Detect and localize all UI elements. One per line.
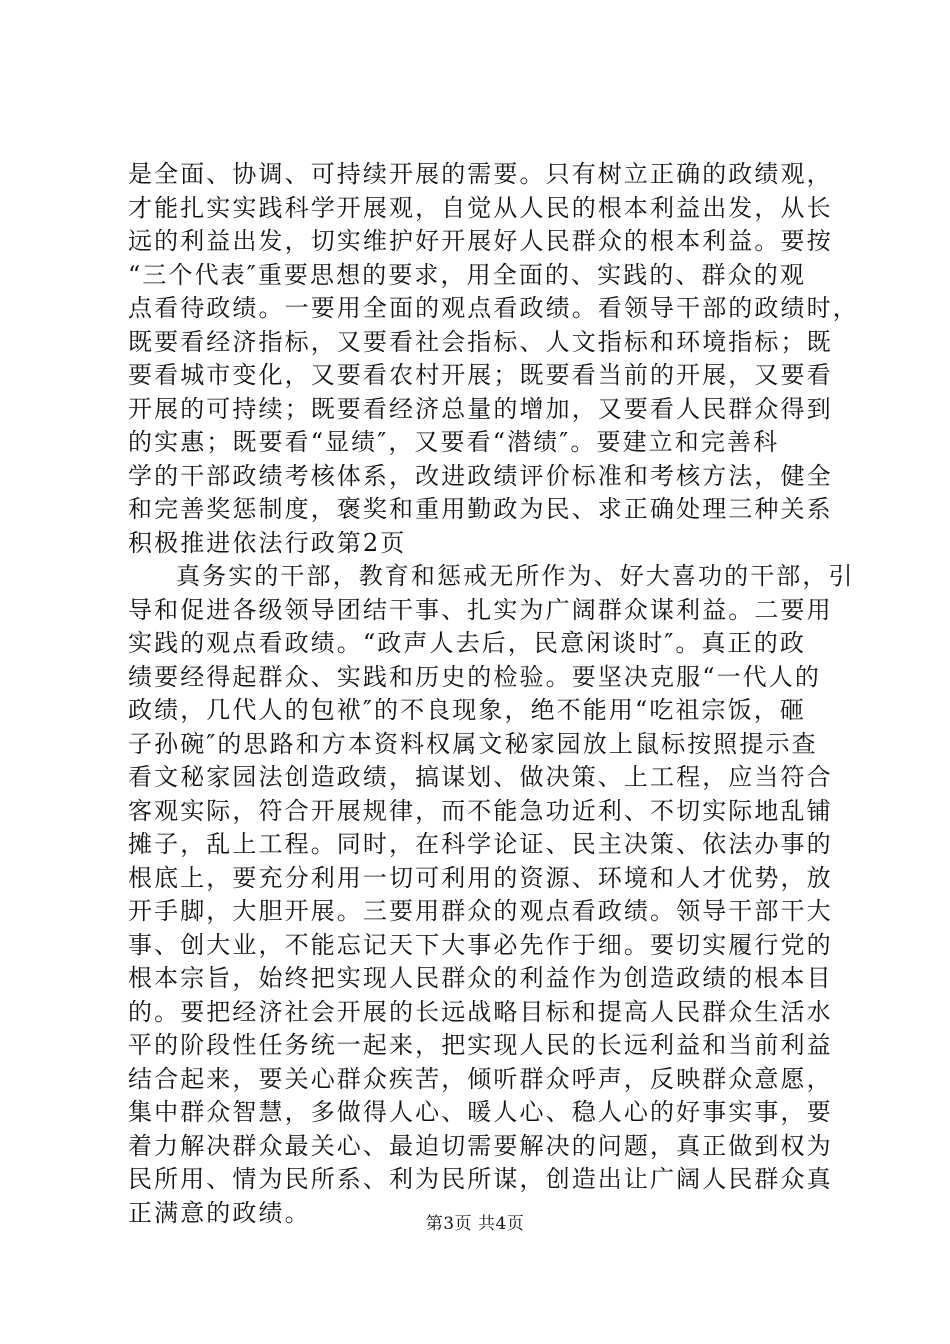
text-line: 平的阶段性任务统一起来，把实现人民的长远利益和当前利益: [128, 1031, 833, 1059]
body-text: [128, 158, 859, 1230]
text-line: 开手脚，大胆开展。三要用群众的观点看政绩。领导干部干大: [128, 897, 833, 925]
text-line: “三个代表″重要思想的要求，用全面的、实践的、群众的观: [128, 260, 806, 289]
text-line: 既要看经济指标，又要看社会指标、人文指标和环境指标；既: [128, 327, 833, 356]
text-line: 导和促进各级领导团结干事、扎实为广阔群众谋利益。二要用: [128, 595, 833, 624]
text-line: 集中群众智慧，多做得人心、暖人心、稳人心的好事实事，要: [128, 1098, 833, 1126]
text-line: 开展的可持续；既要看经济总量的增加，又要看人民群众得到: [128, 394, 833, 423]
text-line: 着力解决群众最关心、最迫切需要解决的问题，真正做到权为: [128, 1131, 833, 1160]
text-line: 才能扎实实践科学开展观，自觉从人民的根本利益出发，从长: [128, 193, 833, 222]
text-line: 民所用、情为民所系、利为民所谋，创造出让广阔人民群众真: [128, 1165, 833, 1193]
text-line: 看文秘家园法创造政绩，搞谋划、做决策、上工程，应当符合: [128, 763, 833, 791]
text-line-paragraph-start: 真务实的干部，教育和惩戒无所作为、好大喜功的干部，引: [176, 562, 855, 590]
text-line: 学的干部政绩考核体系，改进政绩评价标准和考核方法，健全: [128, 461, 833, 490]
text-line: 政绩，几代人的包袱″的不良现象，绝不能用“吃祖宗饭，砸: [128, 696, 806, 724]
text-line: 摊子，乱上工程。同时，在科学论证、民主决策、依法办事的: [128, 830, 833, 858]
text-line: 和完善奖惩制度，褒奖和重用勤政为民、求正确处理三种关系: [128, 495, 833, 523]
text-line: 实践的观点看政绩。“政声人去后，民意闲谈时″。真正的政: [128, 629, 806, 657]
text-line: 根本宗旨，始终把实现人民群众的利益作为创造政绩的根本目: [128, 964, 833, 992]
text-line: 正满意的政绩。: [128, 1198, 311, 1227]
text-line: 的。要把经济社会开展的长远战略目标和提高人民群众生活水: [128, 997, 833, 1026]
text-line: 根底上，要充分利用一切可利用的资源、环境和人才优势，放: [128, 863, 833, 892]
text-line: 的实惠；既要看“显绩″，又要看“潜绩″。要建立和完善科: [128, 428, 780, 456]
text-line: 是全面、协调、可持续开展的需要。只有树立正确的政绩观，: [128, 160, 833, 188]
text-line: 点看待政绩。一要用全面的观点看政绩。看领导干部的政绩时，: [128, 294, 859, 322]
text-line: 绩要经得起群众、实践和历史的检验。要坚决克服“一代人的: [128, 662, 821, 691]
text-line: 要看城市变化，又要看农村开展；既要看当前的开展，又要看: [128, 361, 833, 389]
text-line: 结合起来，要关心群众疾苦，倾听群众呼声，反映群众意愿，: [128, 1064, 833, 1093]
text-line: 远的利益出发，切实维护好开展好人民群众的根本利益。要按: [128, 227, 833, 255]
text-line: 积极推进依法行政第2页: [128, 528, 407, 557]
page-footer: 第3页 共4页: [425, 1214, 525, 1234]
text-line: 子孙碗″的思路和方本资料权属文秘家园放上鼠标按照提示查: [128, 729, 818, 758]
text-line: 客观实际，符合开展规律，而不能急功近利、不切实际地乱铺: [128, 796, 833, 825]
text-line: 事、创大业，不能忘记天下大事必先作于细。要切实履行党的: [128, 930, 833, 959]
